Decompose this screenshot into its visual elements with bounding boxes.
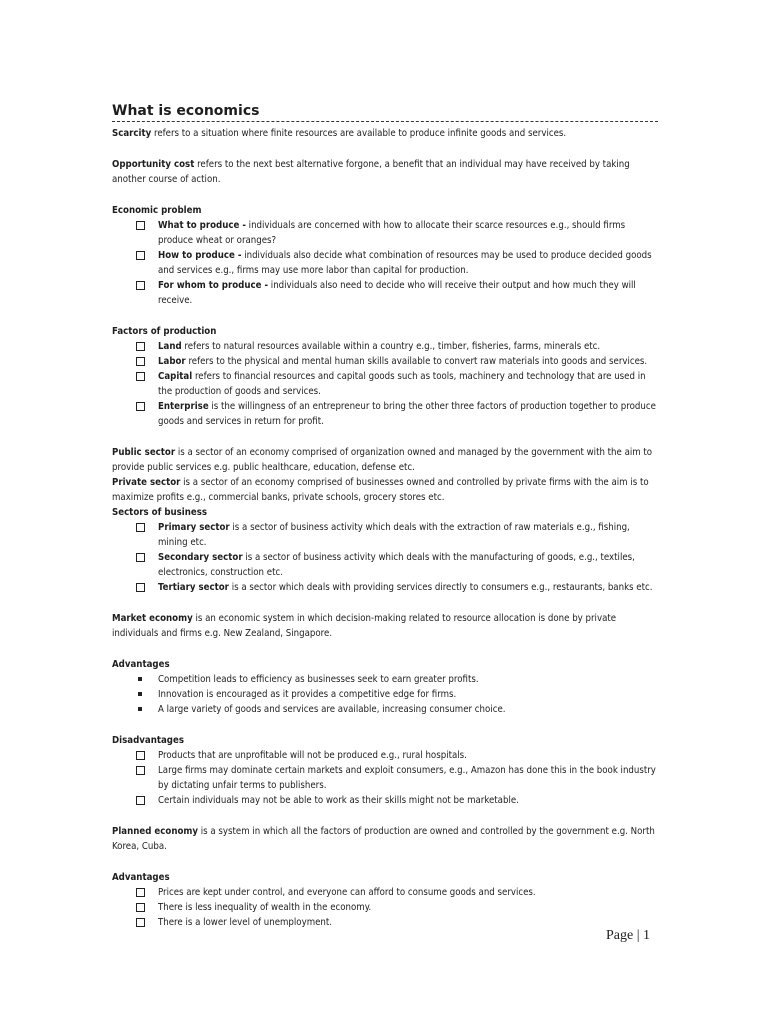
checkbox-icon [136,553,145,562]
item-text: Certain individuals may not be able to work as their skills might not be marketable. [158,795,519,806]
term: Tertiary sector [158,582,229,593]
list-item [112,218,658,248]
checkbox-icon [136,751,145,760]
checkbox-icon [136,903,145,912]
item-text: refers to the physical and mental human skills available to convert raw materials into goods and services. [185,356,648,367]
checkbox-icon [136,402,145,411]
item-text: individuals also need to decide who will receive their output and how much they will receive. [158,280,636,306]
checkbox-icon [136,523,145,532]
page-title: What is economics [112,103,260,119]
private-sector-definition [112,475,658,505]
list-item [112,278,658,308]
public-sector-definition [112,445,658,475]
factors-heading: Factors of production [112,326,217,337]
term: For whom to produce - [158,280,269,291]
checkbox-icon [136,281,145,290]
checkbox-icon [136,796,145,805]
checkbox-icon [136,342,145,351]
item-text: individuals also decide what combination of resources may be used to produce decided goods and services e.g., firms may use more labor than capital for production. [158,250,652,276]
opportunity-cost-definition [112,157,658,187]
planned-economy-definition [112,824,658,854]
definition-text: is an economic system in which decision-making related to resource allocation is done by private individuals and firms e.g. New Zealand, Singapore. [112,613,617,639]
market-advantages-list [112,672,658,717]
market-disadvantages-heading: Disadvantages [112,735,184,746]
term: Primary sector [158,522,230,533]
checkbox-icon [136,766,145,775]
checkbox-icon [136,357,145,366]
item-text: refers to financial resources and capital goods such as tools, machinery and technology that are used in the production of goods and services. [158,371,646,397]
page-content [112,102,658,930]
bullet-icon [138,707,142,711]
list-item [112,900,658,915]
list-item [112,915,658,930]
checkbox-icon [136,221,145,230]
definition-text: is a sector of an economy comprised of organization owned and managed by the government with the aim to provide public services e.g. public healthcare, education, defense etc. [112,447,653,473]
title-divider [112,121,658,122]
planned-advantages-list [112,885,658,930]
definition-text: refers to the next best alternative forgone, a benefit that an individual may have received by taking another course of action. [112,159,630,185]
item-text: refers to natural resources available within a country e.g., timber, fisheries, farms, minerals etc. [181,341,601,352]
list-item [112,672,658,687]
item-text: A large variety of goods and services are available, increasing consumer choice. [158,704,506,715]
term: Land [158,341,182,352]
list-item [112,399,658,429]
list-item [112,580,658,595]
term: Market economy [112,613,193,624]
item-text: There is a lower level of unemployment. [158,917,333,928]
term: Public sector [112,447,176,458]
term: Planned economy [112,826,199,837]
list-item [112,248,658,278]
bullet-icon [138,677,142,681]
list-item [112,520,658,550]
item-text: is a sector of business activity which deals with the manufacturing of goods, e.g., textiles, electronics, construction etc. [158,552,635,578]
list-item [112,339,658,354]
list-item [112,885,658,900]
checkbox-icon [136,918,145,927]
item-text: is the willingness of an entrepreneur to bring the other three factors of production together to produce goods and services in return for profit. [158,401,656,427]
market-economy-definition [112,611,658,641]
term: Private sector [112,477,181,488]
term: Capital [158,371,193,382]
market-disadvantages-list [112,748,658,808]
term: How to produce - [158,250,242,261]
list-item [112,793,658,808]
factors-list [112,339,658,429]
planned-advantages-heading: Advantages [112,872,170,883]
list-item [112,763,658,793]
checkbox-icon [136,583,145,592]
term: Scarcity [112,128,152,139]
term: Enterprise [158,401,209,412]
term: Opportunity cost [112,159,195,170]
term: Labor [158,356,186,367]
item-text: Prices are kept under control, and everyone can afford to consume goods and services. [158,887,536,898]
item-text: Products that are unprofitable will not be produced e.g., rural hospitals. [158,750,467,761]
list-item [112,702,658,717]
definition-text: is a sector of an economy comprised of businesses owned and controlled by private firms with the aim is to maximize profits e.g., commercial banks, private schools, grocery stores etc. [112,477,649,503]
sectors-list [112,520,658,595]
list-item [112,369,658,399]
scarcity-definition [112,126,658,141]
item-text: There is less inequality of wealth in the economy. [158,902,372,913]
economic-problem-heading: Economic problem [112,205,202,216]
item-text: is a sector of business activity which deals with the extraction of raw materials e.g., fishing, mining etc. [158,522,630,548]
item-text: is a sector which deals with providing services directly to consumers e.g., restaurants, banks etc. [228,582,653,593]
item-text: Competition leads to efficiency as businesses seek to earn greater profits. [158,674,479,685]
checkbox-icon [136,888,145,897]
bullet-icon [138,692,142,696]
item-text: individuals are concerned with how to allocate their scarce resources e.g., should firms produce wheat or oranges? [158,220,626,246]
term: Secondary sector [158,552,243,563]
definition-text: is a system in which all the factors of production are owned and controlled by the government e.g. North Korea, Cuba. [112,826,655,852]
list-item [112,687,658,702]
list-item [112,748,658,763]
definition-text: refers to a situation where finite resources are available to produce infinite goods and services. [151,128,567,139]
sectors-heading: Sectors of business [112,507,208,518]
market-advantages-heading: Advantages [112,659,170,670]
list-item [112,354,658,369]
list-item [112,550,658,580]
item-text: Large firms may dominate certain markets and exploit consumers, e.g., Amazon has done this in the book industry by dictating unfair terms to publishers. [158,765,656,791]
item-text: Innovation is encouraged as it provides a competitive edge for firms. [158,689,457,700]
term: What to produce - [158,220,246,231]
page-number: Page | 1 [606,928,651,943]
economic-problem-list [112,218,658,308]
checkbox-icon [136,251,145,260]
checkbox-icon [136,372,145,381]
